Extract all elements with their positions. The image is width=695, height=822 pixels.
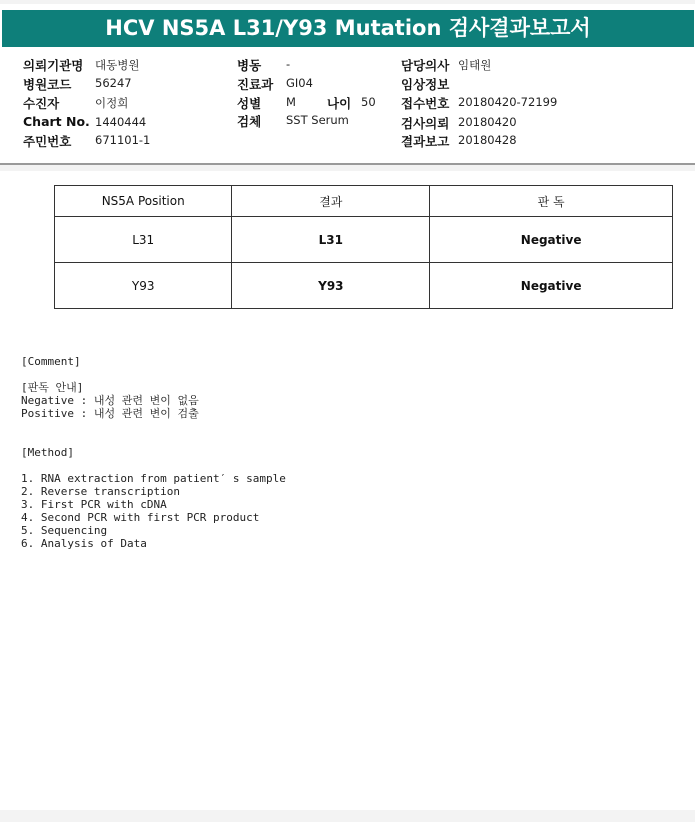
report-title: HCV NS5A L31/Y93 Mutation 검사결과보고서 bbox=[2, 10, 694, 47]
method-line: 5. Sequencing bbox=[21, 524, 108, 537]
report-date-value: 20180428 bbox=[458, 133, 517, 147]
specimen-label: 검체 bbox=[237, 114, 262, 129]
cell-result: Y93 bbox=[232, 263, 430, 309]
institution-label: 의뢰기관명 bbox=[23, 58, 84, 73]
table-row bbox=[55, 217, 673, 263]
chart-no-label: Chart No. bbox=[23, 114, 90, 129]
guide-heading: [판독 안내] bbox=[21, 381, 84, 394]
request-date-label: 검사의뢰 bbox=[401, 116, 450, 131]
patient-value: 이정희 bbox=[95, 96, 129, 110]
receipt-no-label: 접수번호 bbox=[401, 96, 450, 111]
divider-shadow bbox=[0, 165, 695, 171]
comment-section bbox=[21, 355, 671, 550]
results-table bbox=[54, 185, 673, 309]
patient-info bbox=[0, 52, 695, 162]
header-result: 결과 bbox=[232, 186, 430, 217]
comment-heading: [Comment] bbox=[21, 355, 81, 368]
bottom-strip bbox=[0, 810, 695, 822]
method-heading: [Method] bbox=[21, 446, 74, 459]
report-date-label: 결과보고 bbox=[401, 134, 450, 149]
table-header-row bbox=[55, 186, 673, 217]
guide-line: Negative : 내성 관련 변이 없음 bbox=[21, 394, 199, 407]
method-line: 1. RNA extraction from patient′ s sample bbox=[21, 472, 286, 485]
ward-value: - bbox=[286, 57, 291, 71]
table-row bbox=[55, 263, 673, 309]
resident-no-label: 주민번호 bbox=[23, 134, 72, 149]
resident-no-value: 671101-1 bbox=[95, 133, 151, 147]
physician-value: 임태원 bbox=[458, 58, 492, 72]
hospital-code-value: 56247 bbox=[95, 76, 132, 90]
sex-label: 성별 bbox=[237, 96, 262, 111]
top-strip bbox=[0, 0, 695, 4]
method-line: 3. First PCR with cDNA bbox=[21, 498, 167, 511]
cell-position: L31 bbox=[55, 217, 232, 263]
method-line: 2. Reverse transcription bbox=[21, 485, 180, 498]
header-interpretation: 판 독 bbox=[430, 186, 673, 217]
chart-no-value: 1440444 bbox=[95, 115, 147, 129]
method-line: 6. Analysis of Data bbox=[21, 537, 147, 550]
cell-result: L31 bbox=[232, 217, 430, 263]
request-date-value: 20180420 bbox=[458, 115, 517, 129]
hospital-code-label: 병원코드 bbox=[23, 77, 72, 92]
cell-interpretation: Negative bbox=[430, 263, 673, 309]
age-label: 나이 bbox=[327, 96, 352, 111]
institution-value: 대동병원 bbox=[95, 58, 140, 72]
cell-position: Y93 bbox=[55, 263, 232, 309]
specimen-value: SST Serum bbox=[286, 113, 349, 127]
ward-label: 병동 bbox=[237, 58, 262, 73]
patient-label: 수진자 bbox=[23, 96, 60, 111]
department-label: 진료과 bbox=[237, 77, 274, 92]
receipt-no-value: 20180420-72199 bbox=[458, 95, 558, 109]
sex-value: M bbox=[286, 95, 296, 109]
cell-interpretation: Negative bbox=[430, 217, 673, 263]
age-value: 50 bbox=[361, 95, 376, 109]
guide-line: Positive : 내성 관련 변이 검출 bbox=[21, 407, 199, 420]
method-line: 4. Second PCR with first PCR product bbox=[21, 511, 260, 524]
clinical-info-label: 임상정보 bbox=[401, 77, 450, 92]
department-value: GI04 bbox=[286, 76, 313, 90]
header-position: NS5A Position bbox=[55, 186, 232, 217]
physician-label: 담당의사 bbox=[401, 58, 450, 73]
